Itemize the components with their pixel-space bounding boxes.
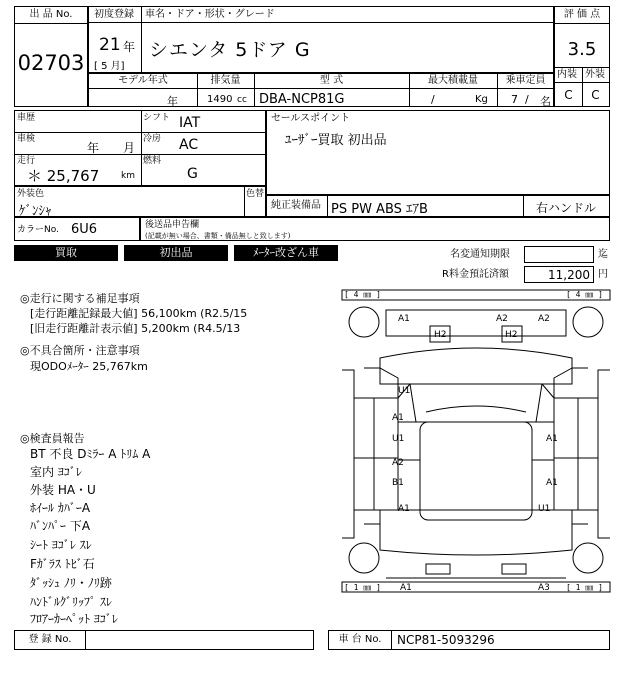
car-name: シエンタ 5ドア G [149,39,311,61]
shift-label: シフト [143,113,171,123]
tire-rear-right: [ 1 ㎜ ] [566,583,603,592]
fuel-label: 燃料 [143,156,162,166]
specs-box [88,73,554,107]
mileage-value: ＊ 25,767 [27,167,100,185]
inspector-line: 外装 HA・U [30,483,96,497]
exterior-grade: C [591,88,600,102]
car-name-label: 車名・ドア・形状・グレード [145,9,275,20]
inspector-line: ﾌﾛｱｰｶｰﾍﾟｯﾄ ﾖｺﾞﾚ [30,612,118,626]
color-label: 外装色 [17,189,45,199]
mileage-label: 走行 [17,156,36,166]
sales-point-label: セールスポイント [271,113,351,124]
lot-label: 出 品 No. [29,9,73,20]
interior-grade: C [564,88,573,102]
mileage-unit: km [121,171,135,181]
reg-year-unit: 年 [123,40,136,54]
recycle-box [524,266,594,283]
recolor-label: 色替 [246,189,265,199]
exterior-label: 外装 [585,69,605,80]
damage-mark: A2 [538,314,550,324]
inspector-line: ﾊﾞﾝﾊﾟｰ 下A [30,519,91,533]
defects-note-1: 現ODOﾒｰﾀｰ 25,767km [30,360,148,373]
details-left [14,110,266,186]
model-year-label: モデル年式 [118,75,168,86]
inspection-month: 月 [123,141,136,155]
registration-no-label: 登 録 No. [28,634,72,645]
badge-buyout: 買取 [14,245,118,261]
documents-box [140,217,610,241]
sales-point-value: ﾕｰｻﾞｰ買取 初出品 [285,133,387,148]
inspector-line: Fｶﾞﾗｽ ﾄﾋﾞ石 [30,557,95,571]
max-load-value: / [431,93,435,106]
first-reg-label: 初度登録 [94,9,134,20]
damage-mark: U1 [538,504,551,514]
max-load-label: 最大積載量 [428,75,478,86]
handle-value: 右ハンドル [535,201,596,215]
recycle-label: R料金預託済額 [442,269,509,280]
reg-year: 21 [99,35,121,55]
color-no-label: カラーNo. [17,225,59,235]
damage-mark: A3 [538,583,550,593]
type-label: 型 式 [319,75,344,86]
chassis-no-label: 車 台 No. [338,634,382,645]
tire-rear-left: [ 1 ㎜ ] [344,583,381,592]
deadline-unit: 迄 [598,249,608,260]
mileage-note-1: [走行距離記録最大値] 56,100km (R2.5/15 [30,307,248,320]
damage-mark: H2 [434,330,447,340]
damage-mark: A2 [392,458,404,468]
damage-mark: U1 [392,434,405,444]
damage-mark: A1 [392,413,404,423]
defects-title: ◎不具合箇所・注意事項 [20,344,140,357]
score-label: 評 価 点 [563,9,601,20]
inspector-line: ﾎｲｰﾙ ｶﾊﾞｰA [30,501,91,515]
ac-value: AC [179,137,199,153]
inspection-year: 年 [87,141,100,155]
title-box [88,6,554,73]
chassis-no-value: NCP81-5093296 [397,633,495,647]
tire-front-right: [ 4 ㎜ ] [566,290,603,299]
inspector-title: ◎検査員報告 [20,432,85,445]
displacement-label: 排気量 [210,75,241,86]
equipment-label: 純正装備品 [271,200,321,211]
deadline-label: 名変通知期限 [450,249,510,260]
inspector-line: ﾊﾝﾄﾞﾙｸﾞﾘｯﾌﾟ ｽﾚ [30,595,112,609]
tire-front-left: [ 4 ㎜ ] [344,290,381,299]
badge-meter-tampered: ﾒｰﾀｰ改ざん車 [234,245,338,261]
damage-mark: A2 [496,314,508,324]
displacement-value: 1490 [207,94,233,105]
damage-mark: A1 [398,314,410,324]
score-value: 3.5 [567,39,597,60]
damage-mark: A1 [546,478,558,488]
fuel-value: G [187,166,198,182]
deadline-box [524,246,594,263]
lot-number-box [14,6,88,107]
shift-value: IAT [179,115,201,131]
max-load-unit: Kg [475,94,488,105]
lot-number: 02703 [17,51,85,75]
interior-label: 内装 [557,69,577,80]
documents-note: (記載が無い場合、書類・備品無しと致します) [145,232,291,240]
inspector-line: 室内 ﾖｺﾞﾚ [30,465,82,479]
displacement-unit: cc [237,95,247,105]
badge-first-listing: 初出品 [124,245,228,261]
chassis-no-box [328,630,610,650]
type-value: DBA-NCP81G [259,92,345,107]
ac-label: 冷房 [143,134,162,144]
color-no-box [14,217,140,241]
documents-label: 後送品申告欄 [145,220,200,230]
color-value: ｹﾞﾝｼｬ [19,204,52,219]
registration-no-box [14,630,314,650]
damage-mark: H2 [505,330,518,340]
color-box [14,186,266,217]
recycle-value: 11,200 [548,268,590,282]
equipment-value: PS PW ABS ｴｱB [331,202,428,217]
score-box [554,6,610,107]
history-label: 車歴 [17,113,36,123]
capacity-unit: 名 [540,95,551,108]
equipment-box [266,195,610,217]
inspector-line: BT 不良 Dﾐﾗｰ A ﾄﾘﾑ A [30,447,151,461]
color-no-value: 6U6 [71,222,98,237]
reg-month: [ 5 月] [94,61,125,72]
car-inspection-diagram [340,288,612,600]
inspection-label: 車検 [17,134,36,144]
damage-mark: A1 [400,583,412,593]
inspector-line: ｼｰﾄ ﾖｺﾞﾚ ｽﾚ [30,538,92,552]
mileage-note-2: [旧走行距離計表示値] 5,200km (R4.5/13 [30,322,241,335]
capacity-label: 乗車定員 [505,75,546,86]
damage-mark: A1 [398,504,410,514]
capacity-slash: / [525,93,529,106]
damage-mark: B1 [392,478,404,488]
model-year-unit: 年 [167,95,178,108]
capacity-value: 7 [511,93,518,106]
damage-mark: U1 [398,386,411,396]
damage-mark: A1 [546,434,558,444]
sales-point-box [266,110,610,195]
inspector-line: ﾀﾞｯｼｭ ﾉﾘ・ﾉﾘ跡 [30,576,112,590]
mileage-notes-title: ◎走行に関する補足事項 [20,292,140,305]
recycle-unit: 円 [598,269,608,280]
